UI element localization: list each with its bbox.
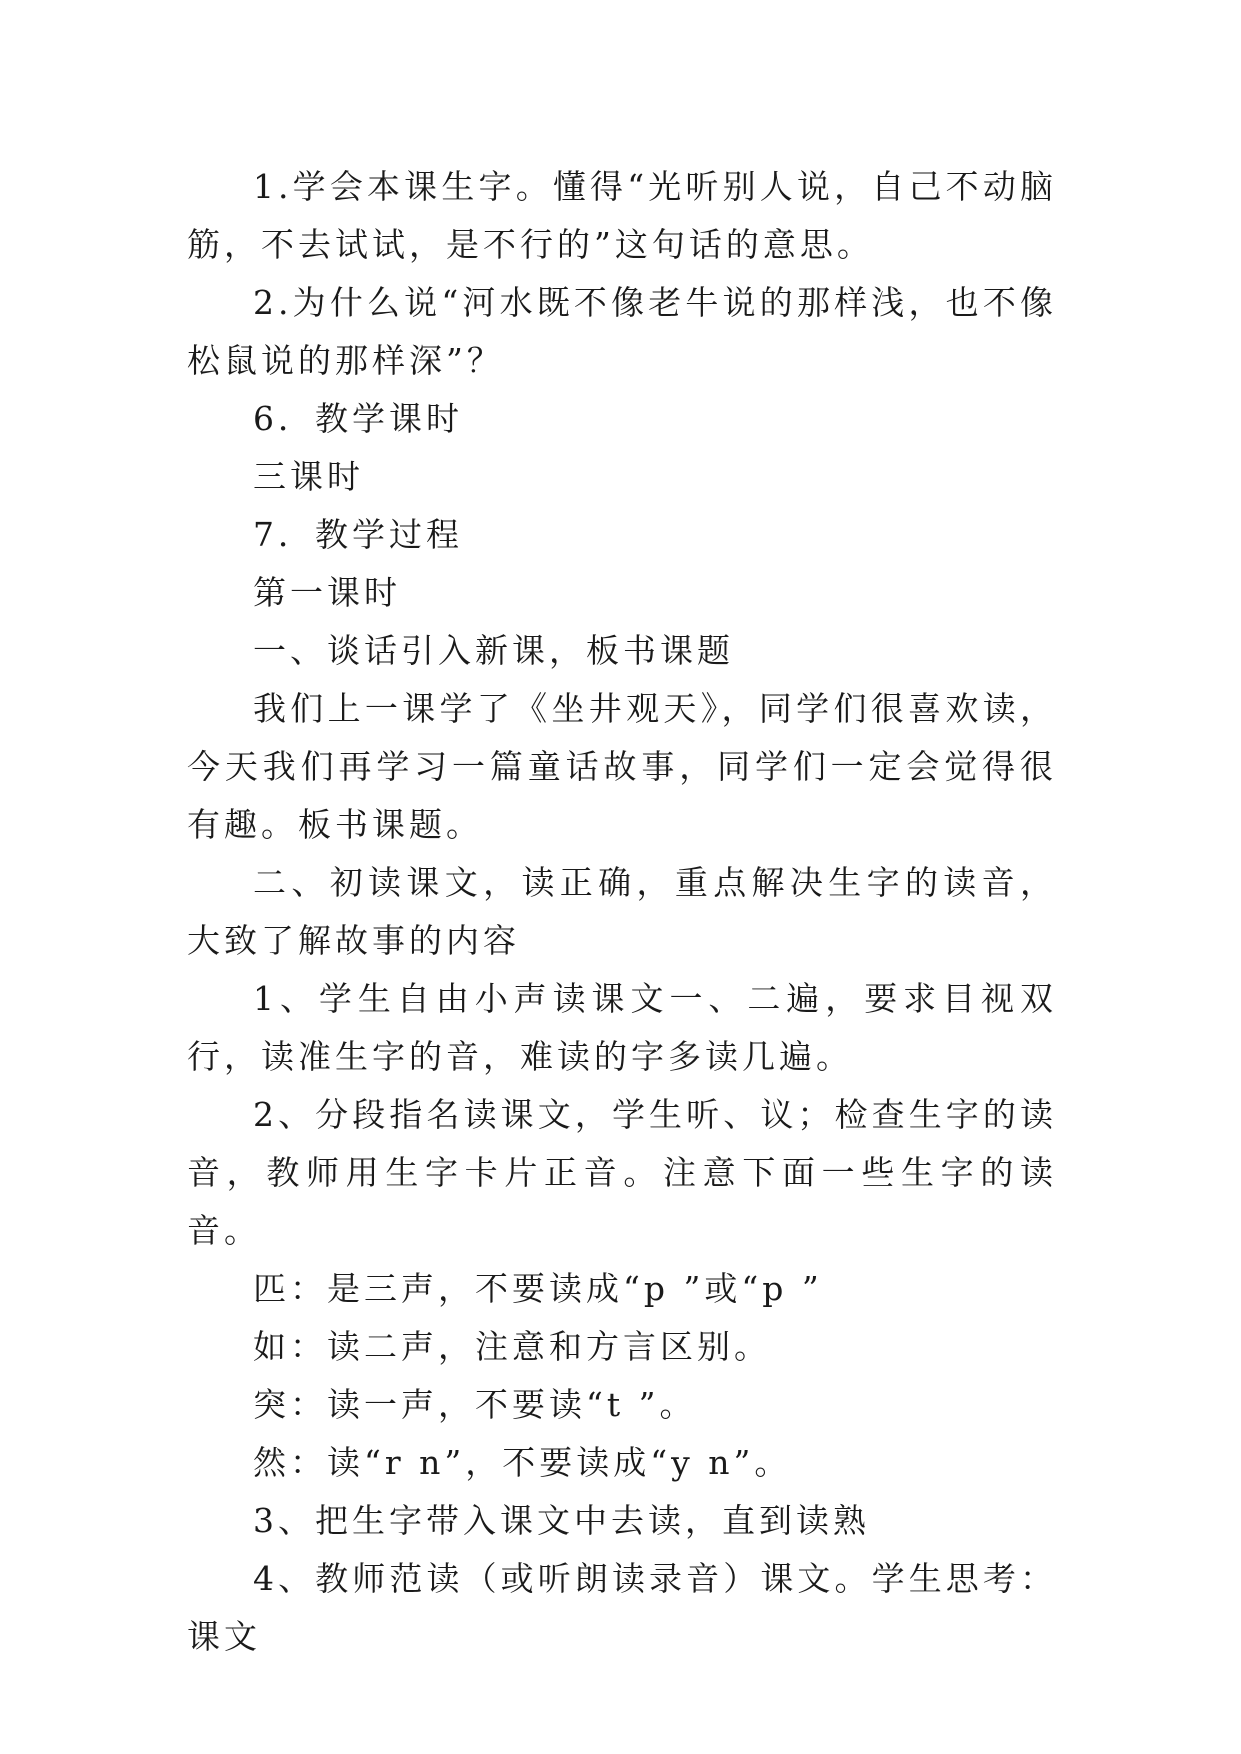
pronunciation-note-tu: 突：读一声，不要读“t ”。 — [253, 1385, 697, 1424]
heading-step-1: 一、谈话引入新课，板书课题 — [253, 631, 734, 670]
list-item-1: 1、学生自由小声读课文一、二遍，要求目视双行，读准生字的音，难读的字多读几遍。 — [187, 979, 1057, 1076]
paragraph-class-hours-value: 三课时 — [253, 457, 364, 496]
paragraph-objective-1: 1.学会本课生字。懂得“光听别人说，自己不动脑筋，不去试试，是不行的”这句话的意思。 — [187, 167, 1057, 264]
paragraph-objective-2: 2.为什么说“河水既不像老牛说的那样浅，也不像松鼠说的那样深”？ — [187, 283, 1057, 380]
list-item-3: 3、把生字带入课文中去读，直到读熟 — [253, 1501, 870, 1540]
heading-first-lesson: 第一课时 — [253, 573, 401, 612]
document-body — [187, 158, 1057, 1666]
pronunciation-note-ran: 然：读“r n”，不要读成“y n”。 — [253, 1443, 792, 1482]
heading-step-2: 二、初读课文，读正确，重点解决生字的读音，大致了解故事的内容 — [187, 863, 1057, 960]
list-item-4: 4、教师范读（或听朗读录音）课文。学生思考：课文 — [187, 1559, 1057, 1656]
heading-teaching-process: 7．教学过程 — [253, 515, 463, 554]
pronunciation-note-ru: 如：读二声，注意和方言区别。 — [253, 1327, 771, 1366]
list-item-2: 2、分段指名读课文，学生听、议；检查生字的读音，教师用生字卡片正音。注意下面一些生字的读音。 — [187, 1095, 1057, 1250]
paragraph-introduction: 我们上一课学了《坐井观天》，同学们很喜欢读，今天我们再学习一篇童话故事，同学们一定会觉得很有趣。板书课题。 — [187, 689, 1057, 844]
pronunciation-note-pi: 匹：是三声，不要读成“p ”或“p ” — [253, 1269, 823, 1308]
heading-class-hours: 6．教学课时 — [253, 399, 463, 438]
